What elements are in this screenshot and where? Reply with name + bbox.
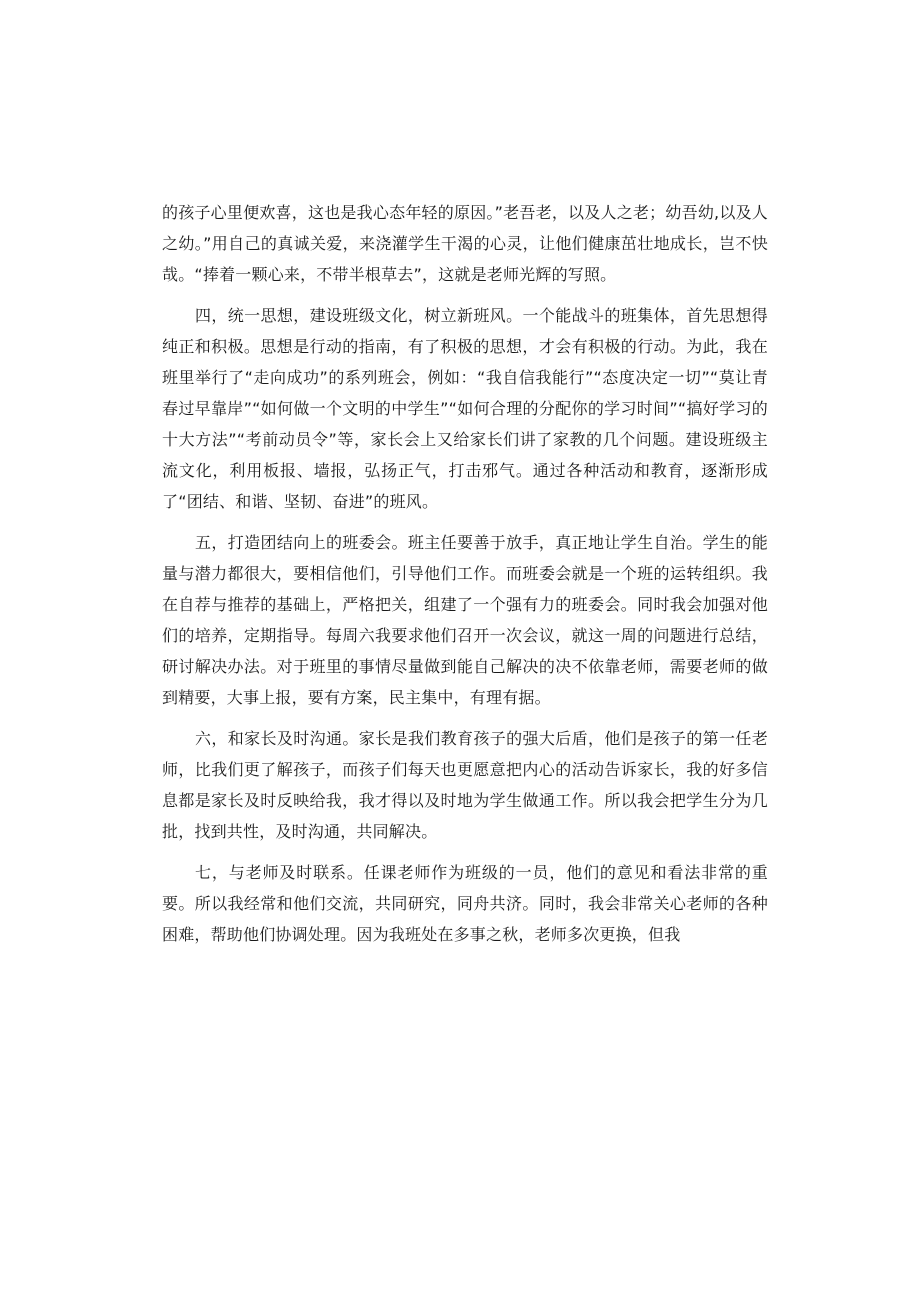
paragraph-section-6: 六，和家长及时沟通。家长是我们教育孩子的强大后盾，他们是孩子的第一任老师，比我们更了解孩子，而孩子们每天也更愿意把内心的活动告诉家长，我的好多信息都是家长及时反映给我，我才得以及时地为学生做通工作。所以我会把学生分为几批，找到共性，及时沟通，共同解决。 bbox=[162, 729, 768, 841]
document-body bbox=[162, 197, 768, 960]
paragraph-section-4: 四，统一思想，建设班级文化，树立新班风。一个能战斗的班集体，首先思想得纯正和积极。思想是行动的指南，有了积极的思想，才会有积极的行动。为此，我在班里举行了“走向成功”的系列班会，例如：“我自信我能行”“态度决定一切”“莫让青春过早靠岸”“如何做一个文明的中学生”“如何合理的分配你的学习时间”“搞好学习的十大方法”“考前动员令”等，家长会上又给家长们讲了家教的几个问题。建设班级主流文化，利用板报、墙报，弘扬正气，打击邪气。通过各种活动和教育，逐渐形成了“团结、和谐、坚韧、奋进”的班风。 bbox=[162, 306, 768, 511]
paragraph-section-5: 五，打造团结向上的班委会。班主任要善于放手，真正地让学生自治。学生的能量与潜力都很大，要相信他们，引导他们工作。而班委会就是一个班的运转组织。我在自荐与推荐的基础上，严格把关，组建了一个强有力的班委会。同时我会加强对他们的培养，定期指导。每周六我要求他们召开一次会议，就这一周的问题进行总结，研讨解决办法。对于班里的事情尽量做到能自己解决的决不依靠老师，需要老师的做到精要，大事上报，要有方案，民主集中，有理有据。 bbox=[162, 533, 768, 707]
paragraph-continuation: 的孩子心里便欢喜，这也是我心态年轻的原因。”老吾老，以及人之老；幼吾幼,以及人之幼。”用自己的真诚关爱，来浇灌学生干渴的心灵，让他们健康茁壮地成长，岂不快哉。“捧着一颗心来，不带半根草去”，这就是老师光辉的写照。 bbox=[162, 203, 768, 284]
paragraph-section-7: 七，与老师及时联系。任课老师作为班级的一员，他们的意见和看法非常的重要。所以我经常和他们交流，共同研究，同舟共济。同时，我会非常关心老师的各种困难，帮助他们协调处理。因为我班处在多事之秋，老师多次更换，但我 bbox=[162, 863, 768, 944]
